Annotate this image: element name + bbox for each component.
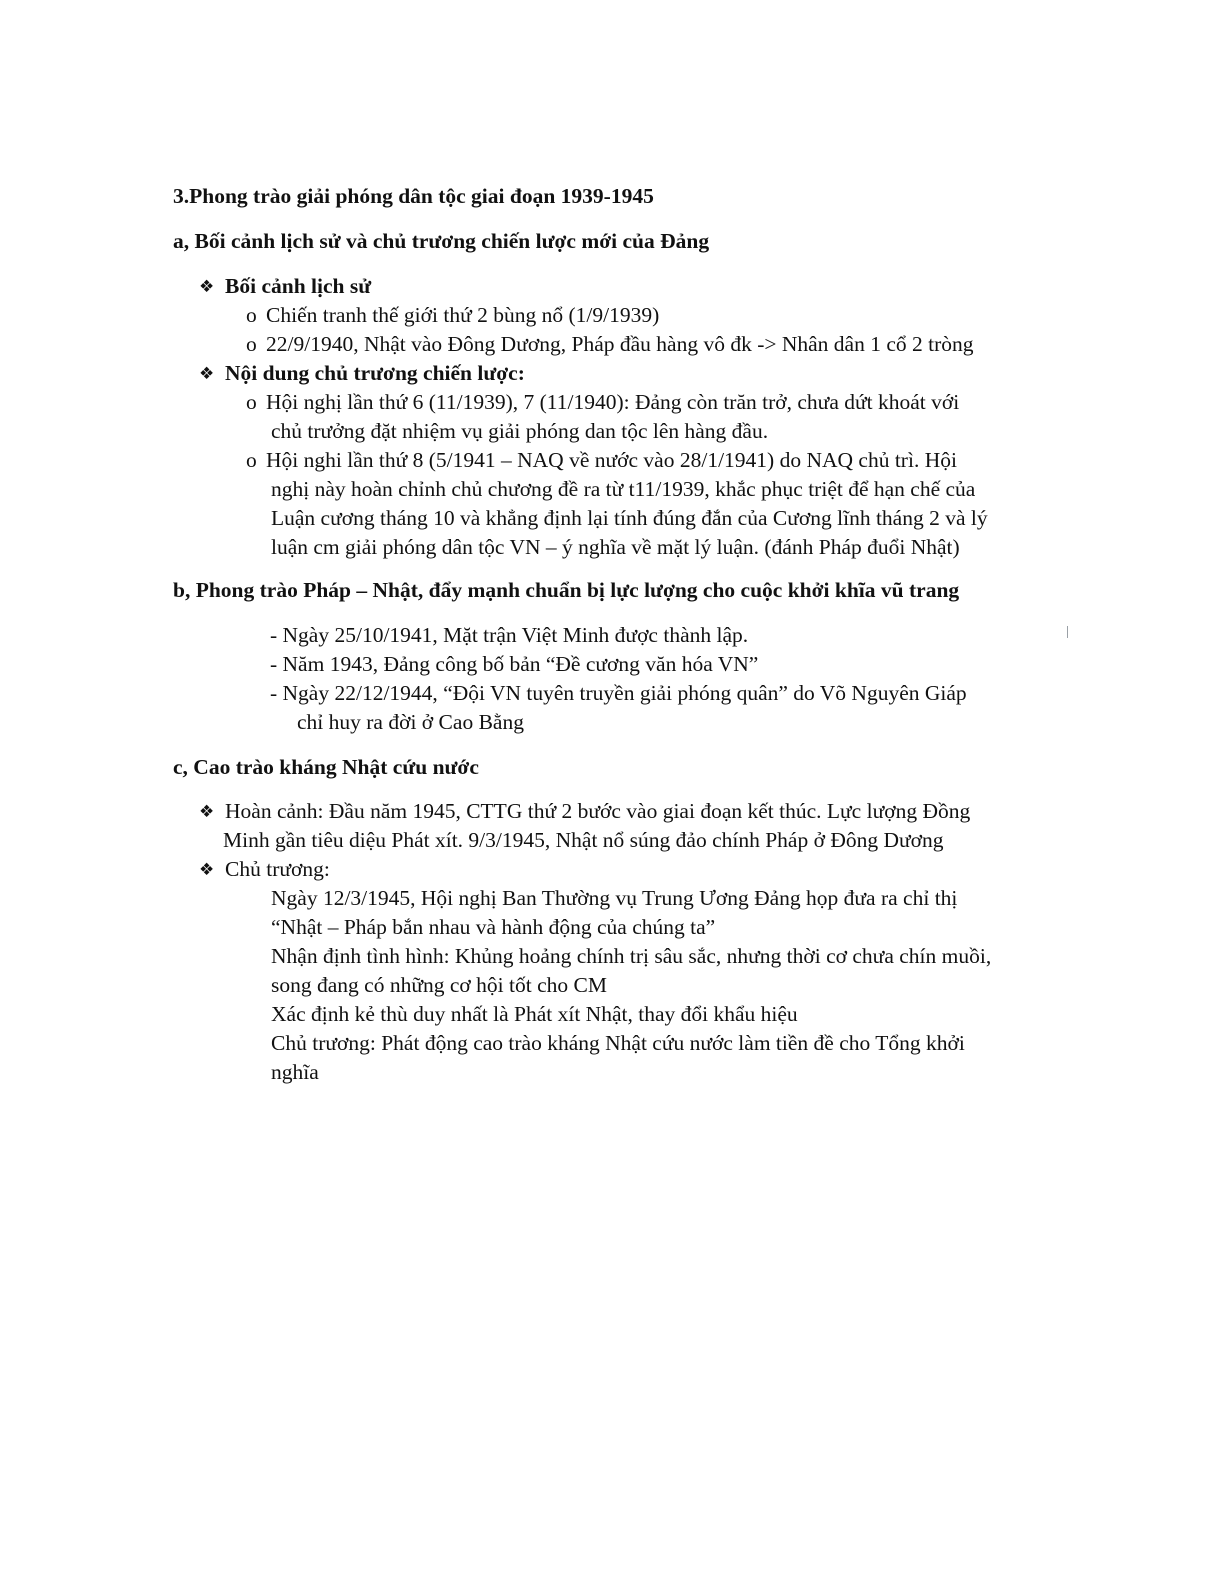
circle-bullet-icon: o — [246, 332, 257, 356]
list-item-text: Hoàn cảnh: Đầu năm 1945, CTTG thứ 2 bước vào giai đoạn kết thúc. Lực lượng Đồng — [225, 799, 971, 823]
list-item-continuation: Luận cương tháng 10 và khẳng định lại tính đúng đắn của Cương lĩnh tháng 2 và lý — [271, 506, 988, 530]
bullet-label: Chủ trương: — [225, 857, 330, 881]
list-item: - Ngày 25/10/1941, Mặt trận Việt Minh được thành lập. — [270, 623, 749, 647]
stray-mark — [1067, 626, 1068, 638]
diamond-bullet-icon: ❖ — [199, 860, 215, 880]
paragraph-line: Chủ trương: Phát động cao trào kháng Nhật cứu nước làm tiền đề cho Tổng khởi — [271, 1031, 965, 1055]
section-a-heading: a, Bối cảnh lịch sử và chủ trương chiến lược mới của Đảng — [173, 229, 710, 253]
paragraph-line: Xác định kẻ thù duy nhất là Phát xít Nhật, thay đổi khẩu hiệu — [271, 1002, 798, 1026]
document-title: 3.Phong trào giải phóng dân tộc giai đoạn 1939-1945 — [173, 184, 654, 208]
circle-bullet-icon: o — [246, 448, 257, 472]
list-item-text: Hội nghị lần thứ 6 (11/1939), 7 (11/1940): Đảng còn trăn trở, chưa dứt khoát với — [266, 390, 960, 414]
list-item-continuation: nghị này hoàn chỉnh chủ chương đề ra từ t11/1939, khắc phục triệt để hạn chế của — [271, 477, 976, 501]
list-item — [246, 392, 959, 414]
list-item — [246, 305, 659, 327]
paragraph-line: nghĩa — [271, 1060, 319, 1084]
diamond-bullet-icon: ❖ — [199, 802, 215, 822]
diamond-bullet-icon: ❖ — [199, 364, 215, 384]
section-a-bullet-2 — [199, 363, 525, 385]
list-item — [246, 450, 957, 472]
bullet-label: Bối cảnh lịch sử — [225, 274, 372, 298]
section-a-bullet-1 — [199, 276, 371, 298]
section-c-heading: c, Cao trào kháng Nhật cứu nước — [173, 755, 479, 779]
list-item-text: Chiến tranh thế giới thứ 2 bùng nổ (1/9/1939) — [266, 303, 660, 327]
list-item-continuation: Minh gần tiêu diệu Phát xít. 9/3/1945, Nhật nổ súng đảo chính Pháp ở Đông Dương — [223, 828, 944, 852]
list-item-continuation: chủ trưởng đặt nhiệm vụ giải phóng dan tộc lên hàng đầu. — [271, 419, 769, 443]
paragraph-line: Ngày 12/3/1945, Hội nghị Ban Thường vụ Trung Ương Đảng họp đưa ra chỉ thị — [271, 886, 958, 910]
paragraph-line: song đang có những cơ hội tốt cho CM — [271, 973, 607, 997]
list-item: - Ngày 22/12/1944, “Đội VN tuyên truyền giải phóng quân” do Võ Nguyên Giáp — [270, 681, 967, 705]
bullet-label: Nội dung chủ trương chiến lược: — [225, 361, 525, 385]
list-item-text: 22/9/1940, Nhật vào Đông Dương, Pháp đầu hàng vô đk -> Nhân dân 1 cổ 2 tròng — [266, 332, 974, 356]
circle-bullet-icon: o — [246, 390, 257, 414]
list-item — [246, 334, 974, 356]
section-b-heading: b, Phong trào Pháp – Nhật, đẩy mạnh chuẩn bị lực lượng cho cuộc khởi khĩa vũ trang — [173, 578, 960, 602]
paragraph-line: “Nhật – Pháp bắn nhau và hành động của chúng ta” — [271, 915, 716, 939]
list-item-continuation: luận cm giải phóng dân tộc VN – ý nghĩa về mặt lý luận. (đánh Pháp đuổi Nhật) — [271, 535, 960, 559]
section-c-bullet-1 — [199, 801, 970, 823]
list-item: - Năm 1943, Đảng công bố bản “Đề cương văn hóa VN” — [270, 652, 759, 676]
list-item-continuation: chỉ huy ra đời ở Cao Bằng — [297, 710, 524, 734]
paragraph-line: Nhận định tình hình: Khủng hoảng chính trị sâu sắc, nhưng thời cơ chưa chín muồi, — [271, 944, 992, 968]
diamond-bullet-icon: ❖ — [199, 277, 215, 297]
section-c-bullet-2 — [199, 859, 330, 881]
circle-bullet-icon: o — [246, 303, 257, 327]
list-item-text: Hội nghi lần thứ 8 (5/1941 – NAQ về nước vào 28/1/1941) do NAQ chủ trì. Hội — [266, 448, 957, 472]
